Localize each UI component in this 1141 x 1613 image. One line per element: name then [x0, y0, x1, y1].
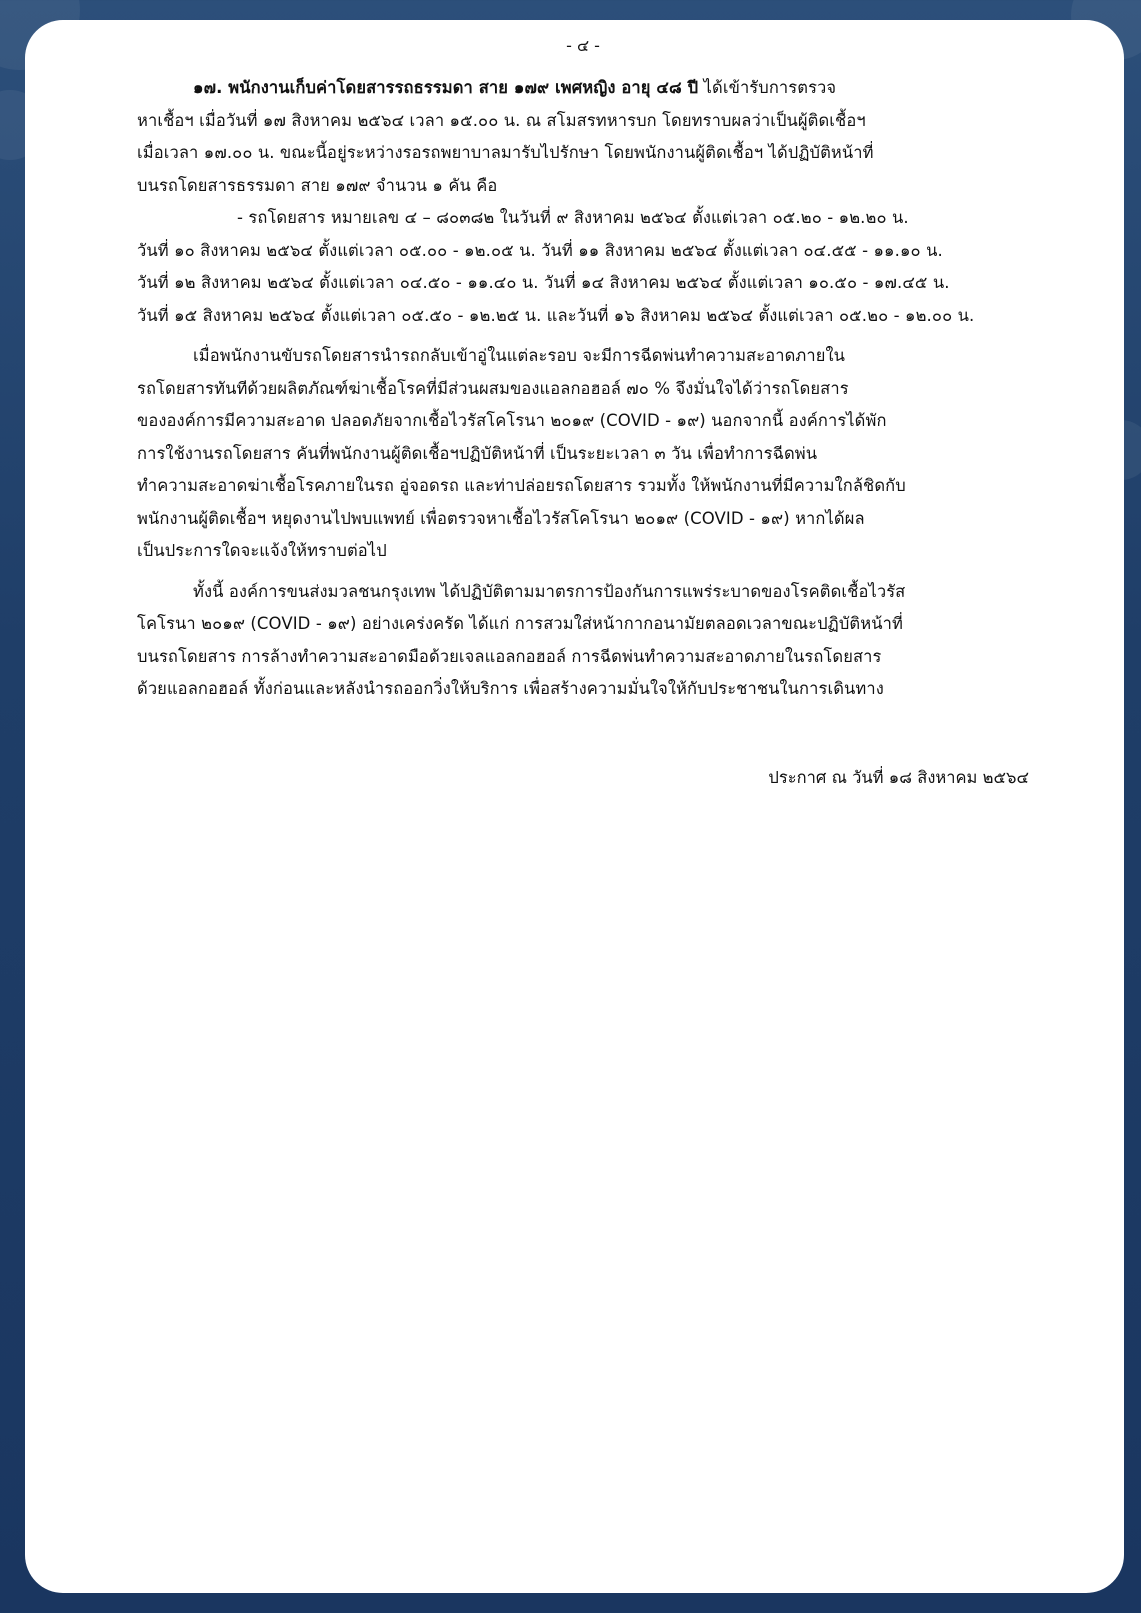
document-content [137, 34, 1029, 794]
cleaning-paragraph [137, 340, 1029, 568]
cleaning-line-1: เมื่อพนักงานขับรถโดยสารนำรถกลับเข้าอู่ในแต่ละรอบ จะมีการฉีดพ่นทำความสะอาดภายใน [193, 346, 846, 365]
cleaning-line-6: พนักงานผู้ติดเชื้อฯ หยุดงานไปพบแพทย์ เพื่อตรวจหาเชื้อไวรัสโคโรนา ๒๐๑๙ (COVID - ๑๙) หากได้ผล [137, 508, 865, 528]
cleaning-line-2: รถโดยสารทันทีด้วยผลิตภัณฑ์ฆ่าเชื้อโรคที่มีส่วนผสมของแอลกอฮอล์ ๗๐ % จึงมั่นใจได้ว่ารถโดยสาร [137, 378, 849, 398]
schedule-line-4: วันที่ ๑๕ สิงหาคม ๒๕๖๔ ตั้งแต่เวลา ๐๕.๕๐ - ๑๒.๒๕ น. และวันที่ ๑๖ สิงหาคม ๒๕๖๔ ตั้งแต่เวลา ๐๕.๒๐ - ๑๒.๐๐ น. [137, 305, 975, 325]
schedule-line-3: วันที่ ๑๒ สิงหาคม ๒๕๖๔ ตั้งแต่เวลา ๐๔.๕๐ - ๑๑.๔๐ น. วันที่ ๑๔ สิงหาคม ๒๕๖๔ ตั้งแต่เวลา ๑๐.๕๐ - ๑๗.๔๕ น. [137, 273, 950, 292]
item-17-line-2: หาเชื้อฯ เมื่อวันที่ ๑๗ สิงหาคม ๒๕๖๔ เวลา ๑๕.๐๐ น. ณ สโมสรทหารบก โดยทราบผลว่าเป็นผู้ติดเชื้อฯ [137, 110, 866, 130]
schedule-paragraph [137, 202, 1029, 332]
announcement-date: ประกาศ ณ วันที่ ๑๘ สิงหาคม ๒๕๖๔ [768, 767, 1029, 787]
measures-line-4: ด้วยแอลกอฮอล์ ทั้งก่อนและหลังนำรถออกวิ่งให้บริการ เพื่อสร้างความมั่นใจให้กับประชาชนในการเดินทาง [137, 679, 884, 698]
document-page [25, 20, 1124, 1593]
item-17-paragraph [137, 72, 1029, 202]
cleaning-line-5: ทำความสะอาดฆ่าเชื้อโรคภายในรถ อู่จอดรถ และท่าปล่อยรถโดยสาร รวมทั้ง ให้พนักงานที่มีความใกล้ชิดกับ [137, 476, 906, 495]
page-number: - ๔ - [566, 36, 600, 55]
cleaning-line-4: การใช้งานรถโดยสาร คันที่พนักงานผู้ติดเชื้อฯปฏิบัติหน้าที่ เป็นระยะเวลา ๓ วัน เพื่อทำการฉีดพ่น [137, 443, 818, 463]
item-17-line-3: เมื่อเวลา ๑๗.๐๐ น. ขณะนี้อยู่ระหว่างรอรถพยาบาลมารับไปรักษา โดยพนักงานผู้ติดเชื้อฯ ได้ปฏิบัติหน้าที่ [137, 143, 874, 162]
measures-line-1: ทั้งนี้ องค์การขนส่งมวลชนกรุงเทพ ได้ปฏิบัติตามมาตรการป้องกันการแพร่ระบาดของโรคติดเชื้อไวรัส [193, 581, 906, 601]
schedule-line-2: วันที่ ๑๐ สิงหาคม ๒๕๖๔ ตั้งแต่เวลา ๐๕.๐๐ - ๑๒.๐๕ น. วันที่ ๑๑ สิงหาคม ๒๕๖๔ ตั้งแต่เวลา ๐๔.๕๕ - ๑๑.๑๐ น. [137, 240, 943, 260]
cleaning-line-3: ขององค์การมีความสะอาด ปลอดภัยจากเชื้อไวรัสโคโรนา ๒๐๑๙ (COVID - ๑๙) นอกจากนี้ องค์การได้พัก [137, 411, 887, 430]
item-17-heading: ๑๗. พนักงานเก็บค่าโดยสารรถธรรมดา สาย ๑๗๙ เพศหญิง อายุ ๔๘ ปี [193, 78, 699, 97]
item-17-line-1-rest: ได้เข้ารับการตรวจ [703, 78, 837, 97]
measures-line-3: บนรถโดยสาร การล้างทำความสะอาดมือด้วยเจลแอลกอฮอล์ การฉีดพ่นทำความสะอาดภายในรถโดยสาร [137, 646, 882, 666]
item-17-line-4: บนรถโดยสารธรรมดา สาย ๑๗๙ จำนวน ๑ คัน คือ [137, 175, 498, 195]
item-17-line-1 [137, 72, 1029, 105]
schedule-line-1: - รถโดยสาร หมายเลข ๔ – ๘๐๓๘๒ ในวันที่ ๙ สิงหาคม ๒๕๖๔ ตั้งแต่เวลา ๐๕.๒๐ - ๑๒.๒๐ น. [237, 208, 909, 227]
cleaning-line-7: เป็นประการใดจะแจ้งให้ทราบต่อไป [137, 541, 387, 560]
measures-paragraph [137, 576, 1029, 706]
measures-line-2: โคโรนา ๒๐๑๙ (COVID - ๑๙) อย่างเคร่งครัด ได้แก่ การสวมใส่หน้ากากอนามัยตลอดเวลาขณะปฏิบัติหน้าที่ [137, 614, 903, 633]
